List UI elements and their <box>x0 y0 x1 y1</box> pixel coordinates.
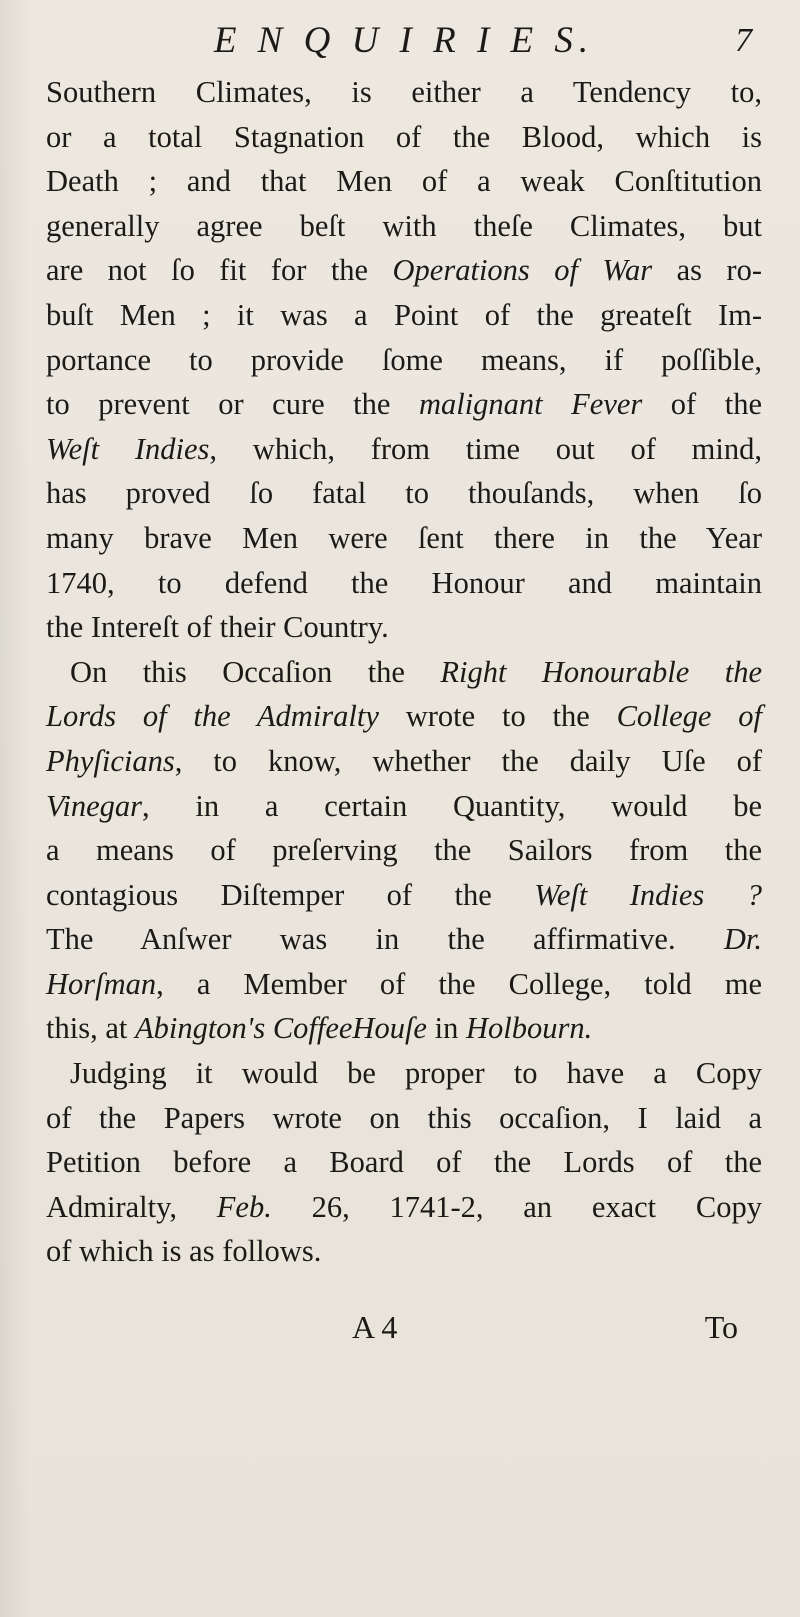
text-line: generally agree beſt with theſe Climates, but <box>46 208 762 243</box>
page-number: 7 <box>735 22 752 59</box>
text-line: Lords of the Admiralty wrote to the College of <box>46 699 762 734</box>
text-line: Judging it would be proper to have a Copy <box>70 1056 762 1091</box>
signature-mark: A 4 <box>352 1309 398 1346</box>
text-line: buſt Men ; it was a Point of the greateſt Im- <box>46 297 762 332</box>
text-line: to prevent or cure the malignant Fever of the <box>46 387 762 422</box>
text-line: 1740, to defend the Honour and maintain <box>46 565 762 600</box>
text-line: Death ; and that Men of a weak Conſtitution <box>46 164 762 199</box>
text-line: the Intereſt of their Country. <box>46 610 389 645</box>
page-header <box>46 0 762 70</box>
text-line: Vinegar, in a certain Quantity, would be <box>46 788 762 823</box>
text-line: of the Papers wrote on this occaſion, I laid a <box>46 1100 762 1135</box>
text-line: this, at Abington's CoffeeHouſe in Holbourn. <box>46 1011 593 1046</box>
text-line: of which is as follows. <box>46 1234 322 1269</box>
text-line: Admiralty, Feb. 26, 1741-2, an exact Copy <box>46 1189 763 1224</box>
running-head: E N Q U I R I E S. <box>213 20 595 61</box>
text-line: Weſt Indies, which, from time out of mind, <box>46 431 762 466</box>
text-line: many brave Men were ſent there in the Year <box>46 520 762 555</box>
text-line: Horſman, a Member of the College, told me <box>46 966 762 1001</box>
catchword: To <box>704 1309 738 1346</box>
text-line: The Anſwer was in the affirmative. Dr. <box>46 922 762 957</box>
body-text <box>46 70 762 1274</box>
text-line: Phyſicians, to know, whether the daily Uſe of <box>46 743 762 778</box>
text-line: are not ſo fit for the Operations of War as ro- <box>46 253 762 288</box>
text-line: Petition before a Board of the Lords of the <box>46 1145 762 1180</box>
page-footer <box>46 1309 762 1369</box>
text-line: or a total Stagnation of the Blood, which is <box>46 119 762 154</box>
text-line: On this Occaſion the Right Honourable the <box>70 654 762 689</box>
text-line: Southern Climates, is either a Tendency to, <box>46 75 762 109</box>
text-line: portance to provide ſome means, if poſſible, <box>46 342 762 377</box>
text-line: contagious Diſtemper of the Weſt Indies ? <box>46 877 762 912</box>
text-line: has proved ſo fatal to thouſands, when ſo <box>46 476 762 511</box>
text-line: a means of preſerving the Sailors from the <box>46 833 762 868</box>
